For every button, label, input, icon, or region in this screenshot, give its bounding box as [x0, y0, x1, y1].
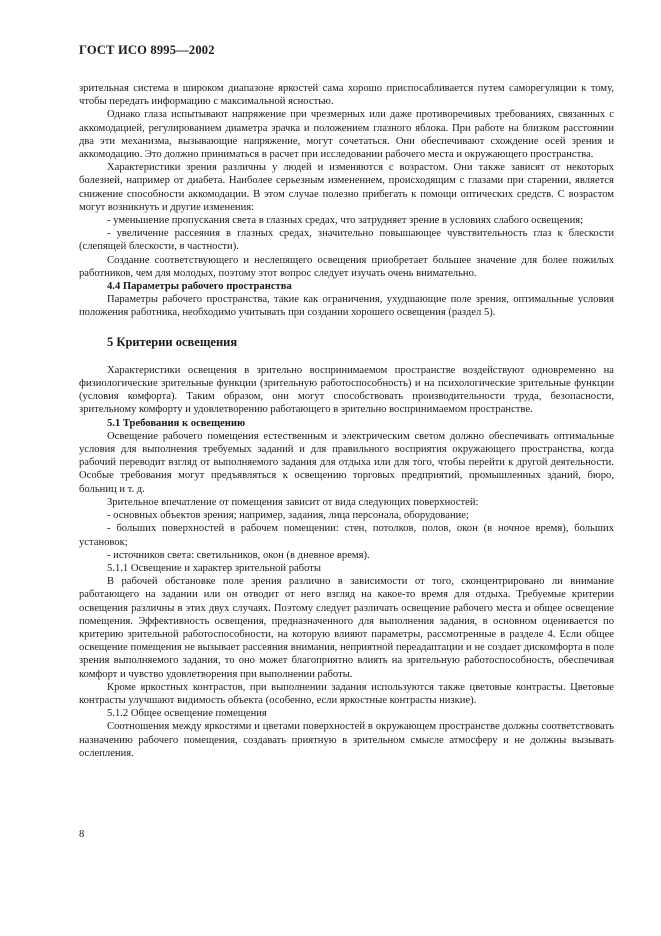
paragraph: Параметры рабочего пространства, такие как ограничения, ухудшающие поле зрения, оптимальные условия положения работника, необходимо учитывать при создании хорошего освещения (раздел 5).: [79, 294, 614, 319]
list-item: - источников света: светильников, окон (в дневное время).: [107, 549, 370, 561]
paragraph: Однако глаза испытывают напряжение при чрезмерных или даже противоречивых требованиях, связанных с аккомодацией, регулированием диаметра зрачка и положением глазного яблока. При работе на близком расстоянии два эти механизма, вызывающие напряжение, могут сочетаться. Они обеспечивают схождение осей зрения и аккомодацию. Это должно приниматься в расчет при исследовании рабочего места и окружающего пространства.: [79, 109, 614, 161]
subsection-heading-5-1: 5.1 Требования к освещению: [107, 417, 246, 429]
paragraph: Соотношения между яркостями и цветами поверхностей в окружающем пространстве должны соответствовать назначению рабочего помещения, создавать приятную в зрительном смысле атмосферу и не должны вызывать ослепления.: [79, 721, 614, 759]
subsection-heading-5-1-2: 5.1.2 Общее освещение помещения: [107, 708, 267, 720]
paragraph: Зрительное впечатление от помещения зависит от вида следующих поверхностей:: [107, 496, 479, 508]
paragraph: Создание соответствующего и неслепящего освещения приобретает большее значение для более пожилых работников, чем для молодых, поэтому этот вопрос следует изучать очень внимательно.: [79, 254, 614, 279]
document-body: [79, 82, 614, 760]
list-item: - основных объектов зрения; например, задания, лица персонала, оборудование;: [107, 510, 469, 522]
list-item: - больших поверхностей в рабочем помещении: стен, потолков, полов, окон (в ночное время), больших установок;: [79, 523, 614, 548]
paragraph: Характеристики зрения различны у людей и изменяются с возрастом. Они также зависят от некоторых болезней, например от диабета. Наиболее серьезным изменением, происходящим с глазами при старении, является снижение способности аккомодации. В этом случае полезно прибегать к помощи оптических средств. С возрастом могут возникнуть и другие изменения:: [79, 162, 614, 213]
paragraph: Кроме яркостных контрастов, при выполнении задания используются также цветовые контрасты. Цветовые контрасты улучшают видимость объекта (особенно, если яркостные контрасты низкие).: [79, 681, 614, 706]
paragraph: В рабочей обстановке поле зрения различно в зависимости от того, сконцентрировано ли внимание работающего на задании или он отводит от него взгляд на какое-то время для отдыха. Требуемые критерии освещения различны в этих двух случаях. Поэтому следует различать освещение рабочего места и общее освещение помещения. Эффективность освещения, предназначенного для выполнения задания, в основном оценивается по критерию зрительной работоспособности, на которую влияют параметры, рассмотренные в разделе 4. Если общее освещение помещения не вызывает рассеяния внимания, неприятной переадаптации и не создает дискомфорта в поле зрения выполняемого задания, то оно может благоприятно влиять на зрительную работоспособность, обеспечивая комфорт и чувство удовлетворения при выполнении работы.: [79, 576, 614, 680]
subsection-heading-5-1-1: 5.1.1 Освещение и характер зрительной работы: [107, 562, 322, 574]
paragraph: Характеристики освещения в зрительно воспринимаемом пространстве воздействуют одновременно на физиологические зрительные функции (зрительную работоспособность) и на психологические зрительные функции (условия комфорта). Таким образом, они могут способствовать производительности труда, безопасности, зрительному комфорту и удовлетворению работающего в зрительно воспринимаемом пространстве.: [79, 364, 614, 416]
section-heading-5: 5 Критерии освещения: [107, 334, 238, 349]
paragraph: Освещение рабочего помещения естественным и электрическим светом должно обеспечивать оптимальные условия для выполнения требуемых заданий и для правильного восприятия окружающего пространства, когда рабочий переводит взгляд от выполняемого задания для отдыха или для того, чтобы перейти к другой деятельности. Особые требования могут предъявляться к освещению торговых предприятий, промышленных зданий, бюро, больниц и т. д.: [79, 430, 614, 495]
list-item: - увеличение рассеяния в глазных средах, значительно повышающее чувствительность глаз к блескости (слепящей блескости, в частности).: [79, 228, 614, 253]
document-header: ГОСТ ИСО 8995—2002: [79, 43, 215, 57]
page-number: 8: [79, 829, 85, 840]
subsection-heading-4-4: 4.4 Параметры рабочего пространства: [107, 281, 292, 293]
paragraph: зрительная система в широком диапазоне яркостей сама хорошо приспосабливается путем саморегуляции к тому, чтобы передать информацию с максимальной ясностью.: [79, 83, 614, 108]
list-item: - уменьшение пропускания света в глазных средах, что затрудняет зрение в условиях слабого освещения;: [107, 215, 584, 227]
